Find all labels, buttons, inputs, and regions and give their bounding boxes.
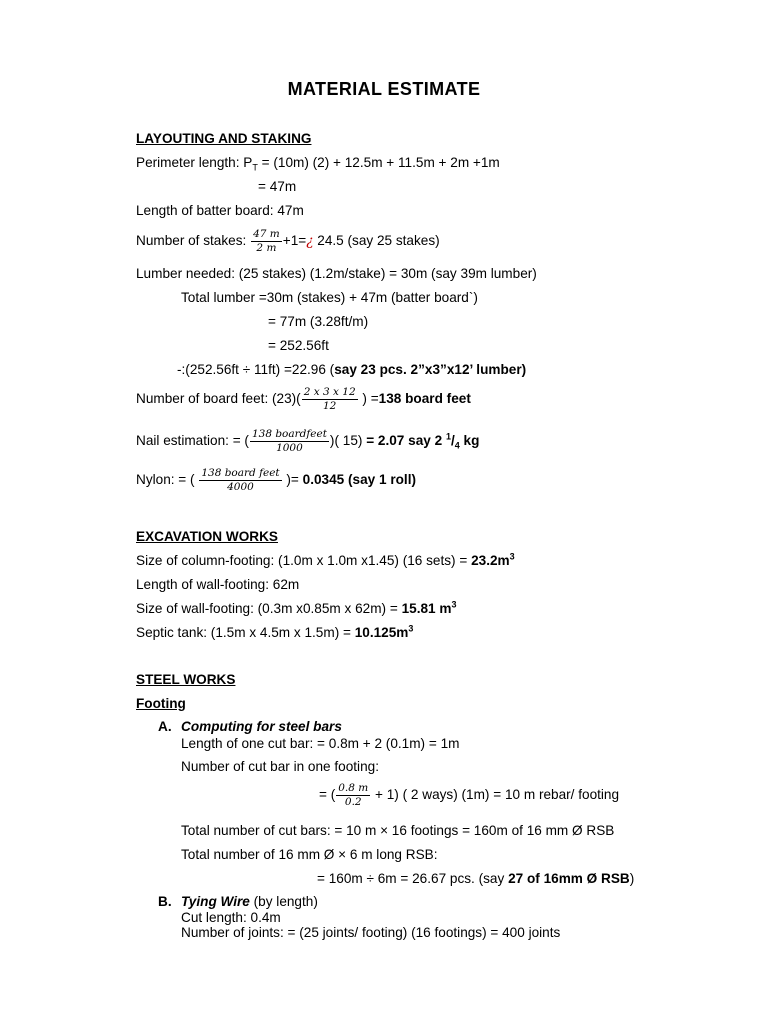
item-b-title-tail: (by length)	[249, 894, 318, 909]
lumber-needed-line: Lumber needed: (25 stakes) (1.2m/stake) = 30m (say 39m lumber)	[136, 266, 537, 281]
nylon-label: Nylon: = (	[136, 472, 199, 488]
joints-line: Number of joints: = (25 joints/ footing) (16 footings) = 400 joints	[181, 925, 561, 940]
nylon-result: 0.0345 (say 1 roll)	[302, 472, 417, 488]
pcs-bold: say 23 pcs	[334, 362, 403, 377]
item-b-title-line	[181, 894, 318, 910]
total-lumber-line: Total lumber =30m (stakes) + 47m (batter board`)	[181, 290, 478, 305]
stakes-tail: 24.5 (say 25 stakes)	[313, 233, 440, 249]
stakes-denominator: 2 m	[256, 242, 277, 254]
nail-result: = 2.07 say 2	[366, 433, 446, 449]
pcs-bold-tail: . 2”x3”x12’ lumber)	[403, 362, 527, 377]
section-header-excavation: EXCAVATION WORKS	[136, 529, 278, 544]
nail-slash: /	[450, 433, 455, 449]
nail-numerator: 138 boardfeet	[251, 428, 327, 440]
nail-denominator: 1000	[276, 442, 303, 454]
section-header-layouting: LAYOUTING AND STAKING	[136, 131, 312, 146]
section-header-steel: STEEL WORKS	[136, 672, 236, 687]
stakes-plus: +1=	[282, 233, 307, 249]
board-label: Number of board feet: (23)(	[136, 391, 301, 407]
perimeter-result: = 47m	[258, 179, 297, 194]
eq-denominator: 0.2	[344, 796, 362, 808]
total-16mm-line: Total number of 16 mm Ø × 6 m long RSB:	[181, 847, 438, 862]
eq-open: = (	[319, 787, 336, 803]
eq-fraction	[336, 782, 370, 809]
wall-footing-length-line: Length of wall-footing: 62m	[136, 577, 300, 592]
total-cut-bars-line: Total number of cut bars: = 10 m × 16 footings = 160m of 16 mm Ø RSB	[181, 823, 615, 838]
nylon-denominator: 4000	[227, 481, 254, 493]
perimeter-line	[136, 155, 500, 171]
perimeter-formula: = (10m) (2) + 12.5m + 11.5m + 2m +1m	[257, 155, 500, 170]
batter-board-line: Length of batter board: 47m	[136, 203, 304, 218]
septic-sup: 3	[408, 623, 414, 634]
footing-subheader: Footing	[136, 696, 186, 711]
wall-result: 15.81 m	[401, 601, 452, 616]
board-feet-line	[136, 386, 471, 413]
stakes-label: Number of stakes:	[136, 233, 251, 249]
board-result: 138 board feet	[378, 391, 471, 407]
column-sup: 3	[509, 551, 515, 562]
stakes-line	[136, 228, 440, 255]
cut-bar-line: Length of one cut bar: = 0.8m + 2 (0.1m) = 1m	[181, 736, 460, 751]
total-lumber-line-3: = 252.56ft	[268, 338, 329, 353]
septic-tank-line	[136, 625, 413, 641]
total-lumber-line-2: = 77m (3.28ft/m)	[268, 314, 369, 329]
stakes-glyph: ¿	[306, 233, 314, 250]
cut-length-line: Cut length: 0.4m	[181, 910, 281, 925]
total-16mm-equation	[317, 871, 634, 887]
item-a-title: Computing for steel bars	[181, 719, 342, 734]
wall-footing-size-line	[136, 601, 456, 617]
stakes-numerator: 47 m	[253, 228, 280, 240]
nylon-numerator: 138 board feet	[201, 467, 280, 479]
eq-tail: + 1) ( 2 ways) (1m) = 10 m rebar/ footing	[371, 787, 620, 803]
column-result: 23.2m	[471, 553, 510, 568]
cut-bar-equation	[319, 782, 619, 809]
board-fraction	[302, 386, 358, 413]
nail-sup: 1	[445, 431, 451, 442]
nylon-mid: )=	[282, 472, 303, 488]
board-denominator: 12	[322, 400, 337, 412]
eq-numerator: 0.8 m	[338, 782, 369, 794]
rsb-result: 27 of 16mm Ø RSB	[508, 871, 630, 886]
rsb-close: )	[629, 871, 635, 886]
board-numerator: 2 x 3 x 12	[303, 386, 356, 398]
lumber-pieces-line	[177, 362, 526, 378]
column-text: Size of column-footing: (1.0m x 1.0m x1.45) (16 sets) =	[136, 553, 472, 568]
nylon-fraction	[199, 467, 281, 494]
septic-text: Septic tank: (1.5m x 4.5m x 1.5m) =	[136, 625, 355, 640]
stakes-fraction	[251, 228, 282, 255]
nail-mid: )( 15)	[329, 433, 367, 449]
perimeter-text: Perimeter length: P	[136, 155, 253, 170]
nail-fraction	[250, 428, 329, 455]
wall-text: Size of wall-footing: (0.3m x0.85m x 62m) =	[136, 601, 402, 616]
pcs-text: -:(252.56ft ÷ 11ft) =22.96 (	[177, 362, 335, 377]
item-a-marker: A.	[158, 719, 172, 734]
column-footing-line	[136, 553, 515, 569]
item-b-title: Tying Wire	[181, 894, 250, 909]
num-cut-bar-line: Number of cut bar in one footing:	[181, 759, 379, 774]
item-b-marker: B.	[158, 894, 172, 909]
rsb-text: = 160m ÷ 6m = 26.67 pcs. (say	[317, 871, 509, 886]
nail-unit: kg	[459, 433, 480, 449]
nail-label: Nail estimation: = (	[136, 433, 249, 449]
septic-result: 10.125m	[354, 625, 409, 640]
nail-sub: 4	[454, 440, 460, 451]
page-title: MATERIAL ESTIMATE	[287, 79, 481, 99]
board-tail: ) =	[358, 391, 379, 407]
nylon-line	[136, 467, 416, 494]
nail-estimation-line	[136, 428, 479, 455]
perimeter-subscript: T	[252, 162, 258, 173]
wall-sup: 3	[451, 599, 457, 610]
